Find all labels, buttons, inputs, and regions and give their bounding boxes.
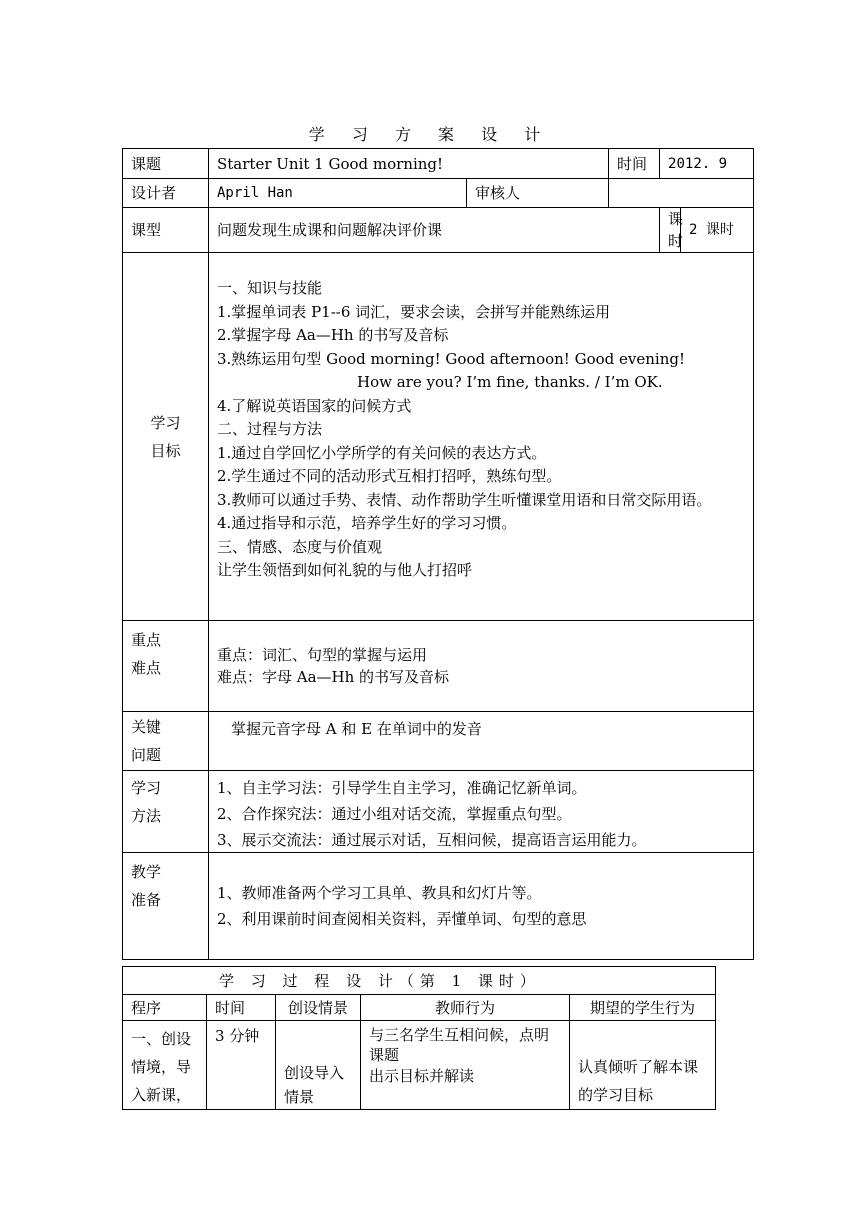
subject-value: Starter Unit 1 Good morning! (209, 149, 609, 179)
key-issue-text: 掌握元音字母 A 和 E 在单词中的发音 (231, 720, 482, 738)
prep-content (209, 853, 754, 960)
reviewer-label: 审核人 (467, 179, 609, 208)
row-time: 3 分钟 (207, 1021, 276, 1110)
prep-label-line-1: 教学 (131, 863, 162, 881)
hours-value: 2 课时 (681, 208, 754, 253)
goals-content (209, 253, 754, 621)
methods-label (123, 771, 209, 853)
methods-label-line-1: 学习 (131, 779, 162, 797)
teacher-action: 与三名学生互相问候，点明课题 (369, 1026, 550, 1064)
goals-item: 1.通过自学回忆小学所学的有关问候的表达方式。 (217, 443, 547, 462)
row-step: 一、创设情境，导入新课， (123, 1021, 207, 1110)
type-value: 问题发现生成课和问题解决评价课 (209, 208, 660, 253)
goals-heading-knowledge: 一、知识与技能 (217, 279, 323, 297)
header-student: 期望的学生行为 (570, 995, 716, 1021)
goals-item: 3.教师可以通过手势、表情、动作帮助学生听懂课堂用语和日常交际用语。 (217, 490, 712, 509)
process-title: 学 习 过 程 设 计（第 1 课时） (123, 967, 716, 995)
document-title: 学 习 方 案 设 计 (308, 125, 552, 144)
method-item: 1、自主学习法：引导学生自主学习，准确记忆新单词。 (217, 779, 587, 797)
goals-label-line-1: 学习 (150, 413, 181, 432)
key-issue-content (209, 712, 754, 771)
process-table (122, 966, 716, 1110)
header-step: 程序 (123, 995, 207, 1021)
designer-value: April Han (209, 179, 467, 208)
methods-content (209, 771, 754, 853)
key-points-content (209, 621, 754, 712)
lesson-plan-table (122, 148, 754, 960)
goals-item-continuation: How are you? I’m fine, thanks. / I’m OK. (357, 373, 663, 391)
key-issue-label-line-2: 问题 (131, 746, 162, 764)
goals-heading-process: 二、过程与方法 (217, 420, 323, 438)
row-scene: 创设导入情景 (276, 1021, 361, 1110)
type-label: 课型 (123, 208, 209, 253)
hours-label: 课时 (660, 208, 681, 253)
goals-item: 让学生领悟到如何礼貌的与他人打招呼 (217, 561, 473, 579)
difficulty-text: 难点：字母 Aa—Hh 的书写及音标 (217, 668, 450, 686)
focus-text: 重点：词汇、句型的掌握与运用 (217, 646, 428, 664)
goals-item: 2.学生通过不同的活动形式互相打招呼，熟练句型。 (217, 467, 562, 485)
key-points-label (123, 621, 209, 712)
goals-label (123, 253, 209, 621)
key-points-label-line-2: 难点 (131, 659, 162, 677)
goals-item: 3.熟练运用句型 Good morning! Good afternoon! Good evening! (217, 349, 685, 368)
goals-heading-attitude: 三、情感、态度与价值观 (217, 537, 383, 556)
designer-label: 设计者 (123, 179, 209, 208)
key-issue-label (123, 712, 209, 771)
methods-label-line-2: 方法 (131, 807, 162, 825)
key-points-label-line-1: 重点 (131, 631, 162, 649)
prep-item: 1、教师准备两个学习工具单、教具和幻灯片等。 (217, 884, 542, 902)
row-student: 认真倾听了解本课的学习目标 (570, 1021, 716, 1110)
prep-label (123, 853, 209, 960)
time-value: 2012. 9 (660, 149, 754, 179)
goals-item: 4.通过指导和示范，培养学生好的学习习惯。 (217, 514, 517, 532)
subject-label: 课题 (123, 149, 209, 179)
teacher-action: 出示目标并解读 (369, 1067, 475, 1085)
goals-item: 4.了解说英语国家的问候方式 (217, 396, 412, 415)
method-item: 3、展示交流法：通过展示对话，互相问候，提高语言运用能力。 (217, 831, 647, 849)
row-teacher (361, 1021, 570, 1110)
goals-item: 2.掌握字母 Aa—Hh 的书写及音标 (217, 326, 449, 344)
header-teacher: 教师行为 (361, 995, 570, 1021)
reviewer-value (609, 179, 754, 208)
key-issue-label-line-1: 关键 (131, 718, 162, 736)
time-label: 时间 (609, 149, 660, 179)
goals-item: 1.掌握单词表 P1--6 词汇，要求会读，会拼写并能熟练运用 (217, 302, 611, 321)
prep-item: 2、利用课前时间查阅相关资料，弄懂单词、句型的意思 (217, 910, 587, 928)
header-time: 时间 (207, 995, 276, 1021)
goals-label-line-2: 目标 (150, 441, 181, 460)
header-scene: 创设情景 (276, 995, 361, 1021)
method-item: 2、合作探究法：通过小组对话交流，掌握重点句型。 (217, 805, 572, 823)
prep-label-line-2: 准备 (131, 891, 162, 909)
